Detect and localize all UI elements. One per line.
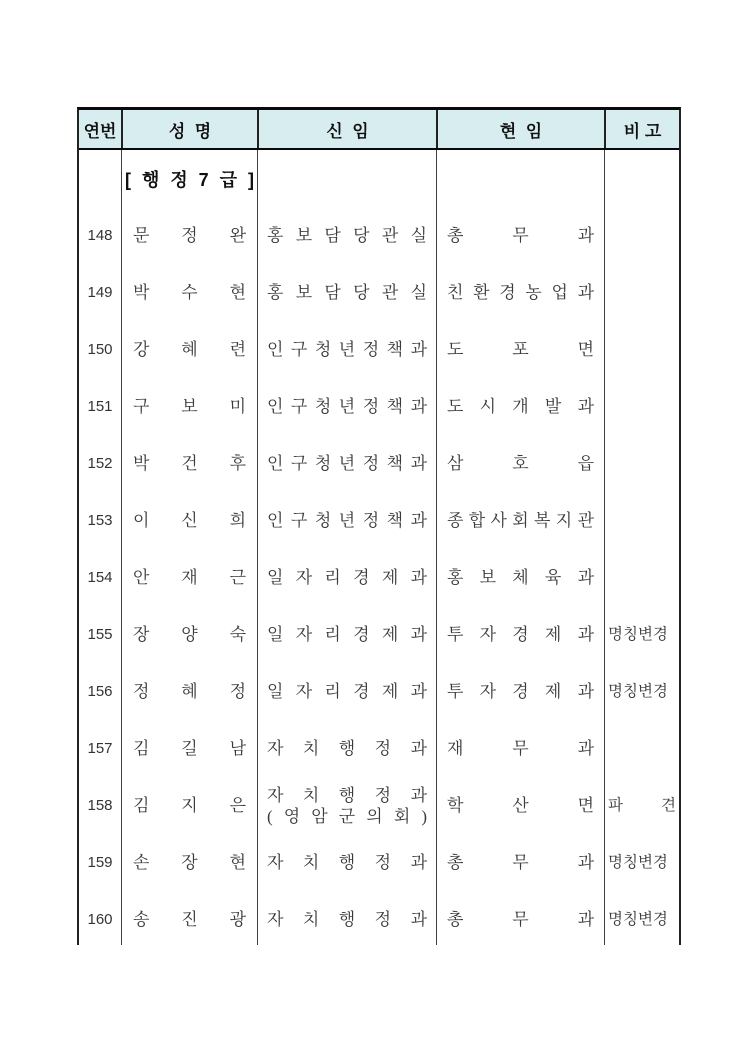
name-cell: 송 진 광 bbox=[121, 891, 257, 945]
serial-cell: 156 bbox=[87, 683, 113, 700]
remarks-cell: 명칭변경 bbox=[604, 663, 679, 720]
remarks-cell: 명칭변경 bbox=[604, 891, 679, 945]
serial-cell: 158 bbox=[87, 797, 113, 814]
name-cell: 이 신 희 bbox=[121, 492, 257, 549]
table-row bbox=[79, 492, 679, 549]
serial-cell: 157 bbox=[87, 740, 113, 757]
remarks-cell bbox=[604, 321, 679, 378]
table-row bbox=[79, 834, 679, 891]
name-cell: 손 장 현 bbox=[121, 834, 257, 891]
table-row bbox=[79, 891, 679, 945]
current-position-cell: 총 무 과 bbox=[436, 834, 604, 891]
table-row bbox=[79, 378, 679, 435]
new-position-cell: 자 치 행 정 과 bbox=[257, 834, 436, 891]
name-cell: 안 재 근 bbox=[121, 549, 257, 606]
table-row bbox=[79, 777, 679, 834]
section-cell bbox=[121, 150, 257, 207]
table-row bbox=[79, 264, 679, 321]
serial-cell: 149 bbox=[87, 284, 113, 301]
table-row bbox=[79, 549, 679, 606]
table-header-row bbox=[79, 110, 679, 150]
remarks-cell bbox=[604, 492, 679, 549]
current-position-cell: 도 포 면 bbox=[436, 321, 604, 378]
name-cell: 박 수 현 bbox=[121, 264, 257, 321]
current-position-cell: 재 무 과 bbox=[436, 720, 604, 777]
remarks-cell bbox=[604, 435, 679, 492]
col-header-name: 성 명 bbox=[121, 110, 257, 148]
new-position-cell: 자 치 행 정 과 bbox=[257, 720, 436, 777]
name-cell: 구 보 미 bbox=[121, 378, 257, 435]
table-body bbox=[79, 150, 679, 945]
col-header-serial: 연번 bbox=[83, 121, 117, 141]
name-cell: 김 길 남 bbox=[121, 720, 257, 777]
current-position-cell: 도 시 개 발 과 bbox=[436, 378, 604, 435]
personnel-table bbox=[77, 107, 681, 945]
new-position-cell: 자 치 행 정 과 bbox=[257, 891, 436, 945]
serial-cell: 148 bbox=[87, 227, 113, 244]
col-header-new-position: 신 임 bbox=[257, 110, 436, 148]
new-position-cell: 홍 보 담 당 관 실 bbox=[257, 264, 436, 321]
new-position-cell: 인 구 청 년 정 책 과 bbox=[257, 321, 436, 378]
section-header-row bbox=[79, 150, 679, 207]
name-cell: 박 건 후 bbox=[121, 435, 257, 492]
remarks-cell bbox=[604, 207, 679, 264]
serial-cell bbox=[79, 150, 121, 207]
current-position-cell: 투 자 경 제 과 bbox=[436, 606, 604, 663]
current-position-cell: 홍 보 체 육 과 bbox=[436, 549, 604, 606]
new-position-line2: ( 영 암 군 의 회 ) bbox=[267, 806, 427, 826]
current-position-cell: 종 합 사 회 복 지 관 bbox=[436, 492, 604, 549]
section-label-grade7: [ 행 정 7 급 ] bbox=[125, 169, 254, 190]
serial-cell: 151 bbox=[87, 398, 113, 415]
current-position-cell: 학 산 면 bbox=[436, 777, 604, 834]
new-position-cell: 인 구 청 년 정 책 과 bbox=[257, 492, 436, 549]
new-position-cell: 자 치 행 정 과 ( 영 암 군 의 회 ) bbox=[257, 777, 436, 834]
table-row bbox=[79, 435, 679, 492]
serial-cell: 160 bbox=[87, 911, 113, 928]
name-cell: 김 지 은 bbox=[121, 777, 257, 834]
remarks-cell: 명칭변경 bbox=[604, 606, 679, 663]
current-position-cell: 투 자 경 제 과 bbox=[436, 663, 604, 720]
current-position-cell bbox=[436, 150, 604, 207]
serial-cell: 155 bbox=[87, 626, 113, 643]
remarks-cell bbox=[604, 264, 679, 321]
name-cell: 강 혜 련 bbox=[121, 321, 257, 378]
name-cell: 정 혜 정 bbox=[121, 663, 257, 720]
remarks-cell bbox=[604, 150, 679, 207]
new-position-cell: 일 자 리 경 제 과 bbox=[257, 606, 436, 663]
new-position-cell: 일 자 리 경 제 과 bbox=[257, 663, 436, 720]
table-row bbox=[79, 606, 679, 663]
current-position-cell: 친 환 경 농 업 과 bbox=[436, 264, 604, 321]
serial-cell: 153 bbox=[87, 512, 113, 529]
col-header-remarks: 비 고 bbox=[604, 110, 679, 148]
new-position-cell: 홍 보 담 당 관 실 bbox=[257, 207, 436, 264]
remarks-cell: 명칭변경 bbox=[604, 834, 679, 891]
remarks-cell: 파 견 bbox=[604, 777, 679, 834]
name-cell: 장 양 숙 bbox=[121, 606, 257, 663]
table-row bbox=[79, 207, 679, 264]
current-position-cell: 총 무 과 bbox=[436, 207, 604, 264]
remarks-cell bbox=[604, 549, 679, 606]
new-position-cell: 일 자 리 경 제 과 bbox=[257, 549, 436, 606]
serial-cell: 159 bbox=[87, 854, 113, 871]
col-header-current-position: 현 임 bbox=[436, 110, 604, 148]
new-position-cell bbox=[257, 150, 436, 207]
table-row bbox=[79, 663, 679, 720]
new-position-cell: 인 구 청 년 정 책 과 bbox=[257, 435, 436, 492]
new-position-cell: 인 구 청 년 정 책 과 bbox=[257, 378, 436, 435]
remarks-cell bbox=[604, 720, 679, 777]
serial-cell: 152 bbox=[87, 455, 113, 472]
table-row bbox=[79, 321, 679, 378]
table-row bbox=[79, 720, 679, 777]
name-cell: 문 정 완 bbox=[121, 207, 257, 264]
remarks-cell bbox=[604, 378, 679, 435]
serial-cell: 150 bbox=[87, 341, 113, 358]
current-position-cell: 삼 호 읍 bbox=[436, 435, 604, 492]
current-position-cell: 총 무 과 bbox=[436, 891, 604, 945]
serial-cell: 154 bbox=[87, 569, 113, 586]
